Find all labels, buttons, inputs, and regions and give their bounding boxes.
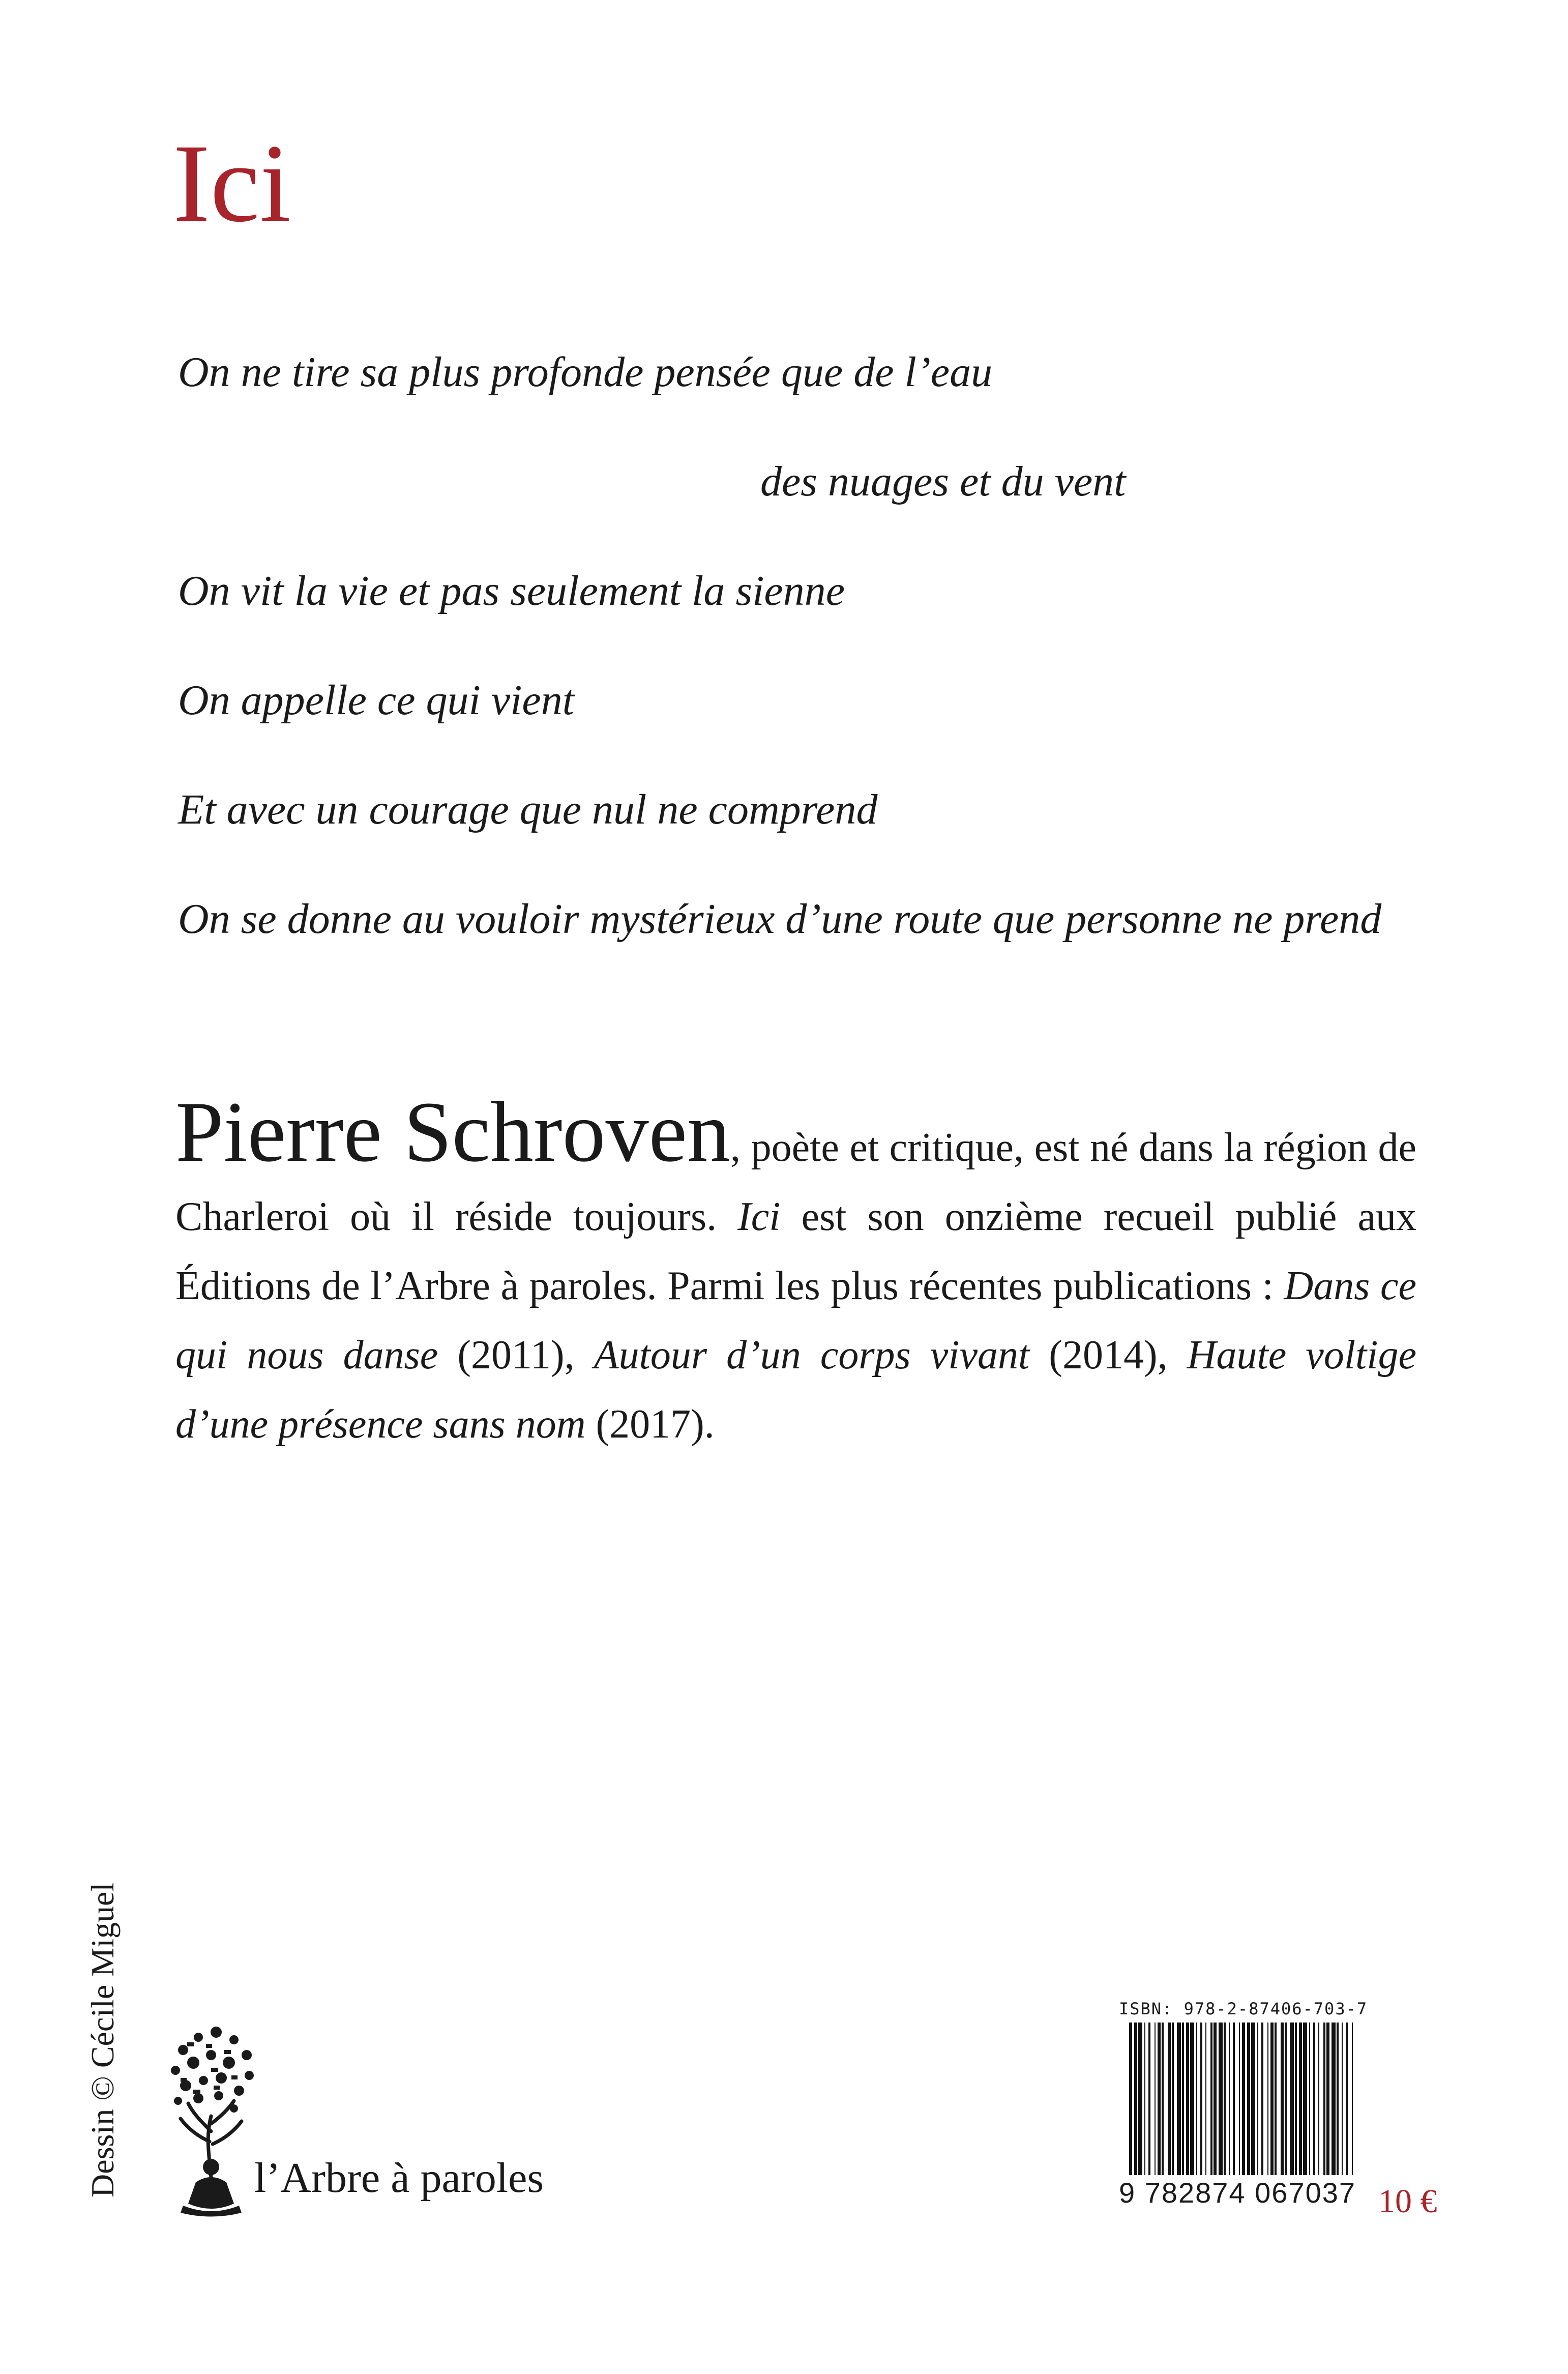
barcode-bar bbox=[1251, 2023, 1255, 2175]
publisher-name: l’Arbre à paroles bbox=[254, 2154, 544, 2202]
poem-line: On appelle ce qui vient bbox=[178, 677, 575, 724]
barcode-bar bbox=[1138, 2023, 1142, 2175]
barcode-bar bbox=[1309, 2023, 1310, 2175]
price: 10 € bbox=[1378, 2183, 1437, 2220]
poem-line: On se donne au vouloir mystérieux d’une route que personne ne prend bbox=[178, 895, 1382, 943]
barcode-bar bbox=[1172, 2023, 1174, 2175]
barcode-bar bbox=[1158, 2023, 1161, 2175]
barcode-bar bbox=[1155, 2023, 1156, 2175]
barcode-bar bbox=[1182, 2023, 1184, 2175]
barcode-bar bbox=[1162, 2023, 1164, 2175]
barcode-bar bbox=[1144, 2023, 1145, 2175]
barcode-bar bbox=[1239, 2023, 1240, 2175]
barcode bbox=[1119, 1999, 1368, 2213]
bio-text: (2014), bbox=[1029, 1333, 1187, 1377]
bio-text: , poète et critique, est né dans la région de Charleroi où il réside toujours. bbox=[175, 1125, 1416, 1239]
bio-book-title: Ici bbox=[737, 1194, 781, 1239]
barcode-bars bbox=[1119, 2023, 1363, 2175]
bio-book-title: Dans ce qui nous danse bbox=[175, 1264, 1416, 1377]
barcode-bar bbox=[1177, 2023, 1181, 2175]
barcode-bar bbox=[1129, 2023, 1132, 2175]
barcode-bar bbox=[1196, 2023, 1197, 2175]
bio-text: (2011), bbox=[438, 1333, 594, 1377]
barcode-bar bbox=[1332, 2023, 1336, 2175]
barcode-bar bbox=[1261, 2023, 1263, 2175]
barcode-bar bbox=[1219, 2023, 1223, 2175]
barcode-bar bbox=[1210, 2023, 1212, 2175]
barcode-bar bbox=[1318, 2023, 1319, 2175]
barcode-bar bbox=[1186, 2023, 1189, 2175]
isbn-number: ISBN: 978-2-87406-703-7 bbox=[1119, 1999, 1368, 2018]
barcode-bar bbox=[1224, 2023, 1226, 2175]
illustration-credit: Dessin © Cécile Miguel bbox=[84, 1882, 121, 2197]
poem-line: des nuages et du vent bbox=[760, 458, 1126, 505]
barcode-bar bbox=[1270, 2023, 1274, 2175]
barcode-bar bbox=[1352, 2023, 1353, 2175]
barcode-bar bbox=[1323, 2023, 1325, 2175]
barcode-bar bbox=[1168, 2023, 1171, 2175]
poem-line: On ne tire sa plus profonde pensée que de l’eau bbox=[178, 348, 993, 396]
barcode-bar bbox=[1229, 2023, 1230, 2175]
barcode-bar bbox=[1281, 2023, 1284, 2175]
barcode-bar bbox=[1190, 2023, 1194, 2175]
barcode-bar bbox=[1233, 2023, 1235, 2175]
barcode-bar bbox=[1214, 2023, 1217, 2175]
barcode-bar bbox=[1326, 2023, 1329, 2175]
bio-book-title: Autour d’un corps vivant bbox=[594, 1333, 1030, 1377]
barcode-bar bbox=[1346, 2023, 1348, 2175]
barcode-bar bbox=[1134, 2023, 1137, 2175]
barcode-bar bbox=[1275, 2023, 1277, 2175]
barcode-bar bbox=[1299, 2023, 1302, 2175]
barcode-bar bbox=[1337, 2023, 1339, 2175]
bio-book-title: Haute voltige d’une présence sans nom bbox=[175, 1333, 1416, 1447]
barcode-bar bbox=[1267, 2023, 1268, 2175]
barcode-digits: 9 782874 067037 bbox=[1119, 2177, 1356, 2209]
barcode-bar bbox=[1285, 2023, 1287, 2175]
barcode-bar bbox=[1313, 2023, 1315, 2175]
author-bio bbox=[175, 1084, 1417, 1459]
barcode-bar bbox=[1148, 2023, 1150, 2175]
barcode-bar bbox=[1295, 2023, 1297, 2175]
author-name: Pierre Schroven bbox=[175, 1084, 731, 1180]
barcode-bar bbox=[1342, 2023, 1343, 2175]
bio-text: (2017). bbox=[585, 1402, 715, 1447]
bio-text: est son onzième recueil publié aux Éditions de l’Arbre à paroles. Parmi les plus récentes publications : bbox=[175, 1194, 1417, 1308]
book-title: Ici bbox=[173, 121, 291, 245]
barcode-bar bbox=[1247, 2023, 1250, 2175]
barcode-bar bbox=[1242, 2023, 1245, 2175]
barcode-bar bbox=[1303, 2023, 1307, 2175]
barcode-bar bbox=[1205, 2023, 1206, 2175]
barcode-bar bbox=[1200, 2023, 1202, 2175]
barcode-bar bbox=[1257, 2023, 1258, 2175]
poem-line: On vit la vie et pas seulement la sienne bbox=[178, 567, 845, 614]
barcode-bar bbox=[1290, 2023, 1294, 2175]
poem-line: Et avec un courage que nul ne comprend bbox=[178, 786, 878, 833]
